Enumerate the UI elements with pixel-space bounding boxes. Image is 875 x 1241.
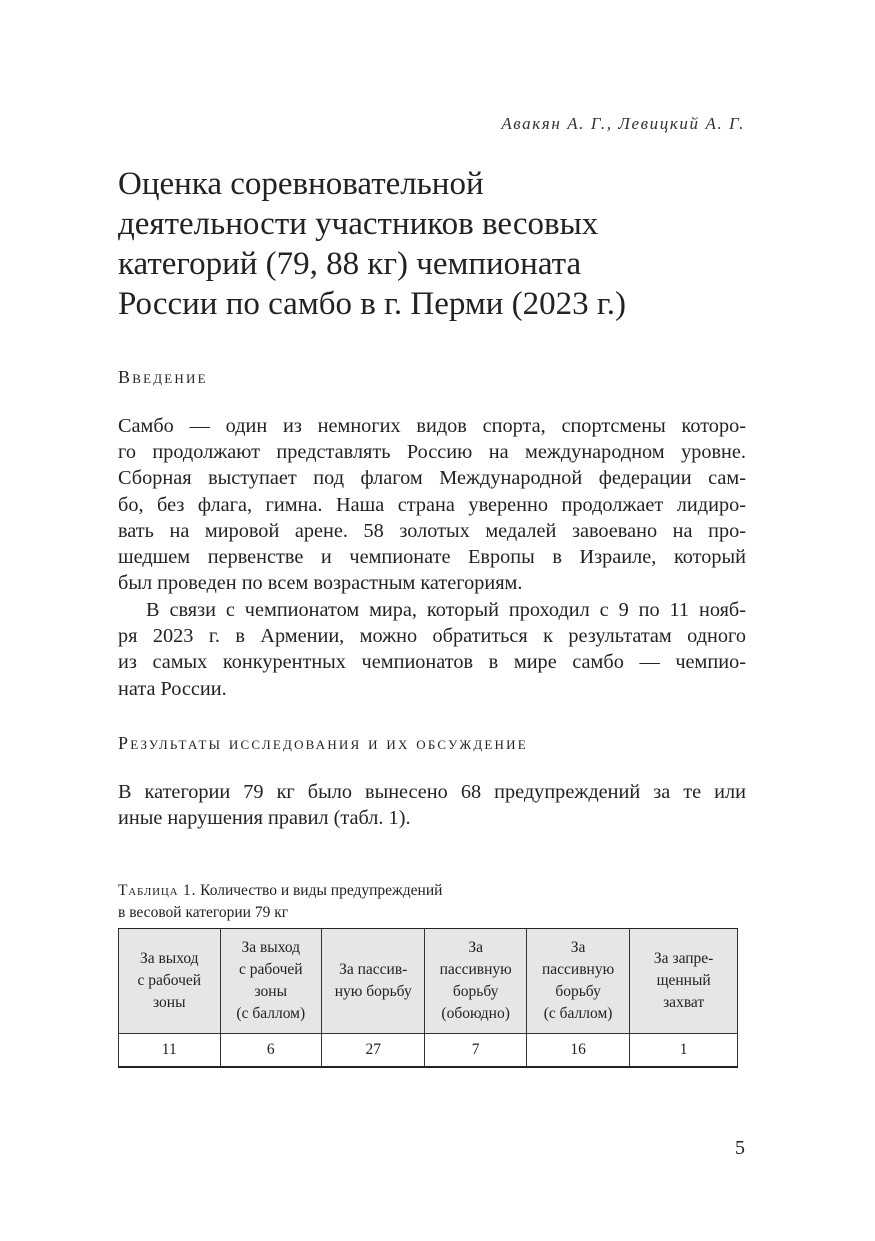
text-line: В категории 79 кг было вынесено 68 предупреждений за те или <box>118 781 746 803</box>
text-line: ря 2023 г. в Армении, можно обратиться к результатам одного <box>118 625 746 648</box>
section-heading-intro: Введение <box>118 367 208 387</box>
page-number: 5 <box>735 1137 745 1159</box>
header-cell: За запре- щенный захват <box>630 929 738 1034</box>
title-line: деятельности участников весовых <box>118 206 599 242</box>
intro-paragraph-2 <box>118 597 746 702</box>
text-line: Самбо — один из немногих видов спорта, спортсмены которо- <box>118 415 746 437</box>
table-cell: 1 <box>630 1034 738 1068</box>
table-header-row <box>119 929 738 1034</box>
warnings-table <box>118 928 738 1068</box>
title-line: России по самбо в г. Перми (2023 г.) <box>118 286 626 322</box>
title-line: категорий (79, 88 кг) чемпионата <box>118 246 582 282</box>
header-cell: За пассивную борьбу (с баллом) <box>526 929 629 1034</box>
text-line: бо, без флага, гимна. Наша страна уверенно продолжает лидиро- <box>118 493 746 516</box>
table-cell: 6 <box>220 1034 322 1068</box>
text-line: В связи с чемпионатом мира, который проходил с 9 по 11 нояб- <box>146 599 746 621</box>
section-heading-results: Результаты исследования и их обсуждение <box>118 733 528 753</box>
authors-line: Авакян А. Г., Левицкий А. Г. <box>501 114 745 133</box>
table-cell: 11 <box>119 1034 221 1068</box>
text-line: го продолжают представлять Россию на международном уровне. <box>118 441 746 464</box>
table-cell: 7 <box>425 1034 527 1068</box>
header-cell: За пассив- ную борьбу <box>322 929 425 1034</box>
text-line: Сборная выступает под флагом Международной федерации сам- <box>118 467 746 490</box>
text-line: ната России. <box>118 677 227 700</box>
table-cell: 16 <box>526 1034 629 1068</box>
table-caption <box>118 880 538 924</box>
results-paragraph-1 <box>118 779 746 831</box>
table-row <box>119 1034 738 1068</box>
header-cell: За выход с рабочей зоны <box>119 929 221 1034</box>
table-caption-text: в весовой категории 79 кг <box>118 904 289 921</box>
article-title <box>118 164 758 324</box>
table-caption-label: Таблица 1. <box>118 882 197 899</box>
header-cell: За выход с рабочей зоны (с баллом) <box>220 929 322 1034</box>
text-line: вать на мировой арене. 58 золотых медалей завоевано на про- <box>118 519 746 542</box>
text-line: иные нарушения правил (табл. 1). <box>118 807 411 830</box>
intro-paragraph-1 <box>118 413 746 596</box>
table-caption-text: Количество и виды предупреждений <box>200 882 443 899</box>
text-line: был проведен по всем возрастным категориям. <box>118 572 523 595</box>
header-cell: За пассивную борьбу (обоюдно) <box>425 929 527 1034</box>
title-line: Оценка соревновательной <box>118 166 484 202</box>
table-cell: 27 <box>322 1034 425 1068</box>
text-line: шедшем первенстве и чемпионате Европы в Израиле, который <box>118 546 746 569</box>
text-line: из самых конкурентных чемпионатов в мире самбо — чемпио- <box>118 651 746 674</box>
